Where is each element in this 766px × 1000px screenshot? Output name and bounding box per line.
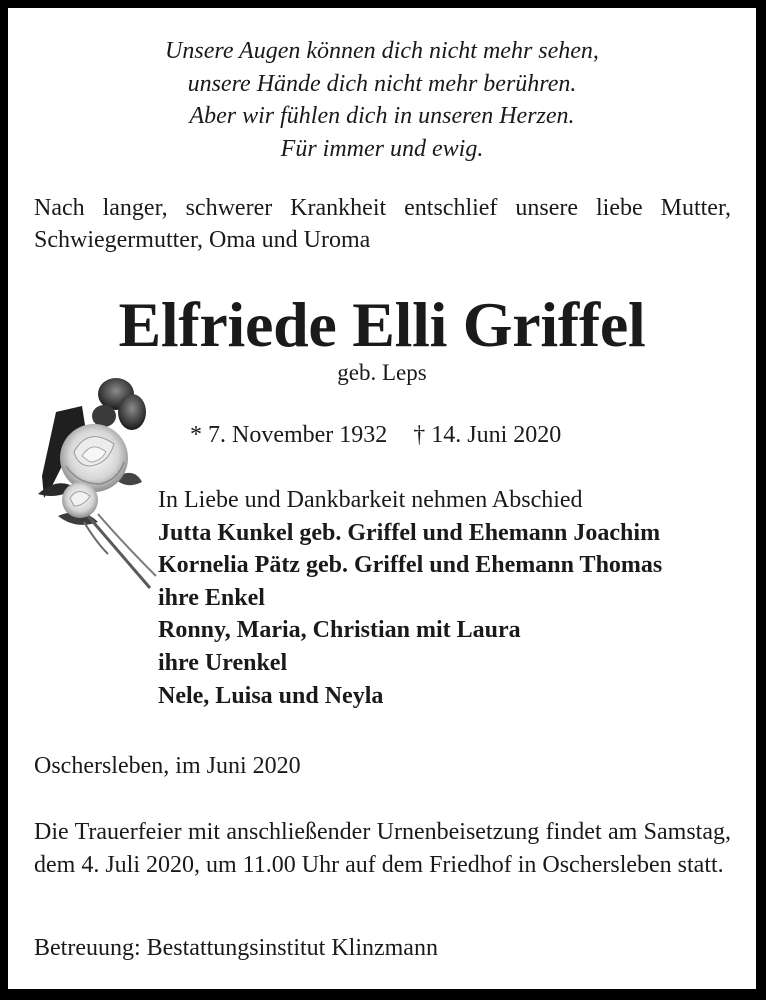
mourner-line: Nele, Luisa und Neyla (158, 682, 384, 709)
intro-text: Nach langer, schwerer Krankheit entschlief unsere liebe Mutter, Schwiegermutter, Oma und Uroma (34, 195, 731, 253)
mourner-line: ihre Urenkel (158, 649, 288, 676)
mourner-line: ihre Enkel (158, 584, 265, 611)
obituary-notice (8, 8, 756, 989)
poem-line: Unsere Augen können dich nicht mehr sehen, (165, 38, 599, 64)
poem-line: unsere Hände dich nicht mehr berühren. (187, 70, 577, 97)
life-dates (190, 419, 650, 451)
death-date: † 14. Juni 2020 (413, 422, 562, 448)
poem-line: Aber wir fühlen dich in unseren Herzen. (189, 103, 575, 129)
maiden-name: geb. Leps (337, 360, 427, 385)
poem-line: Für immer und ewig. (280, 135, 484, 162)
mourner-line: Kornelia Pätz geb. Griffel und Ehemann Thomas (158, 552, 663, 579)
mourner-line: Ronny, Maria, Christian mit Laura (158, 617, 521, 644)
mourners-intro: In Liebe und Dankbarkeit nehmen Abschied (158, 487, 583, 513)
mourner-line: Jutta Kunkel geb. Griffel und Ehemann Joachim (158, 519, 661, 546)
place-date: Oschersleben, im Juni 2020 (34, 753, 301, 779)
funeral-service-provider: Betreuung: Bestattungsinstitut Klinzmann (34, 935, 438, 961)
memorial-poem (8, 35, 756, 165)
rose-icon (18, 366, 168, 596)
deceased-name: Elfriede Elli Griffel (118, 289, 646, 360)
mourners-list (158, 484, 748, 712)
birth-date: * 7. November 1932 (190, 422, 388, 448)
funeral-info: Die Trauerfeier mit anschließender Urnenbeisetzung findet am Samstag, dem 4. Juli 2020, um 11.00 Uhr auf dem Friedhof in Oschersleben statt. (34, 819, 731, 878)
